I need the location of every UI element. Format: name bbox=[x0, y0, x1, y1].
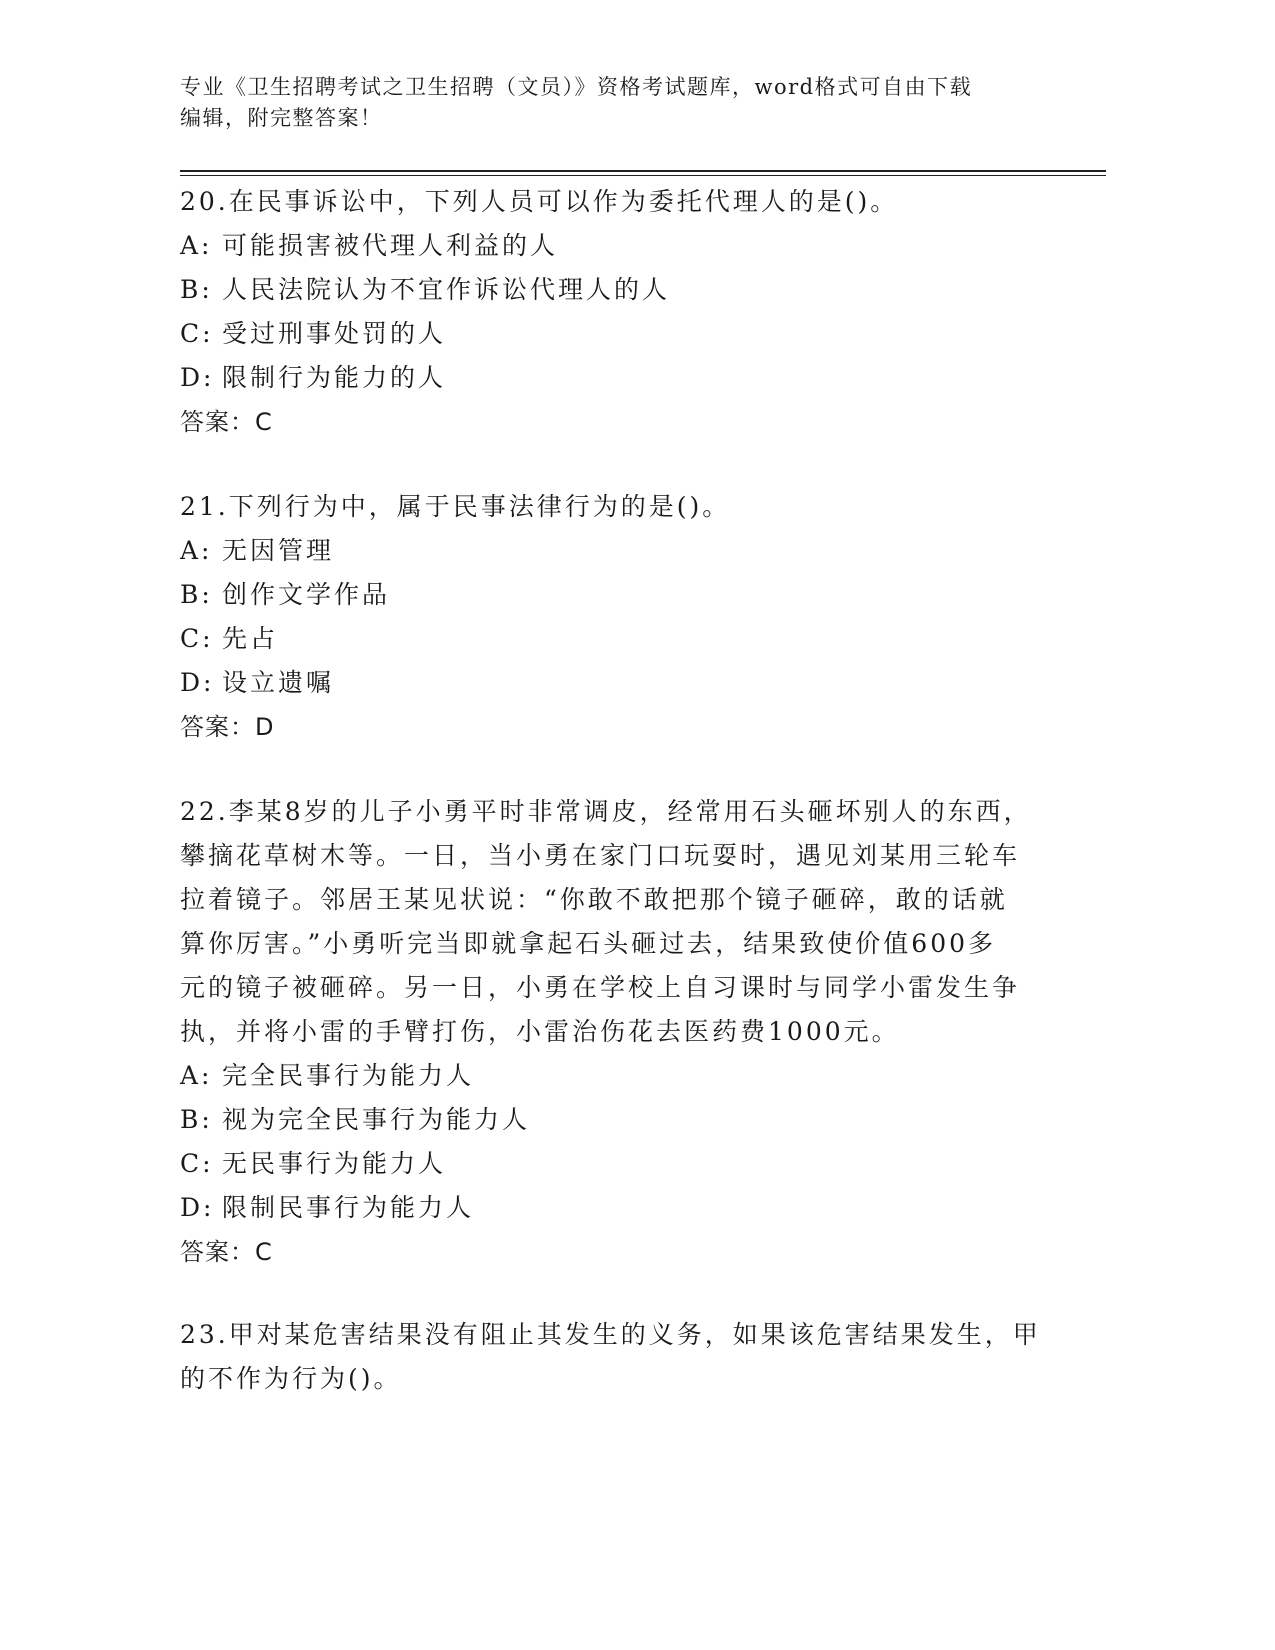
option-key: B: bbox=[180, 1105, 213, 1134]
answer-line: 答案：C bbox=[180, 1238, 273, 1266]
answer-line: 答案：D bbox=[180, 713, 275, 741]
question-21 bbox=[180, 485, 1040, 749]
option-text: 受过刑事处罚的人 bbox=[222, 319, 447, 348]
option-key: D: bbox=[180, 363, 215, 392]
question-22 bbox=[180, 790, 1040, 1274]
option-text: 完全民事行为能力人 bbox=[222, 1061, 475, 1090]
option-c bbox=[180, 1142, 1040, 1186]
option-text: 人民法院认为不宜作诉讼代理人的人 bbox=[222, 275, 671, 304]
option-key: A: bbox=[180, 231, 213, 260]
option-key: B: bbox=[180, 275, 213, 304]
option-b bbox=[180, 573, 1040, 617]
question-stem-line: 22.李某8岁的儿子小勇平时非常调皮，经常用石头砸坏别人的东西， bbox=[180, 797, 1032, 826]
option-key: A: bbox=[180, 536, 213, 565]
question-stem: 20.在民事诉讼中，下列人员可以作为委托代理人的是()。 bbox=[180, 187, 899, 216]
header-line-2: 编辑，附完整答案！ bbox=[180, 106, 383, 130]
option-key: D: bbox=[180, 1193, 215, 1222]
question-stem-line: 拉着镜子。邻居王某见状说：“你敢不敢把那个镜子砸碎，敢的话就 bbox=[180, 885, 1008, 914]
option-text: 先占 bbox=[222, 624, 279, 653]
question-stem-line: 的不作为行为()。 bbox=[180, 1364, 402, 1393]
option-d bbox=[180, 1186, 1040, 1230]
option-text: 限制民事行为能力人 bbox=[222, 1193, 475, 1222]
question-stem-line: 23.甲对某危害结果没有阻止其发生的义务，如果该危害结果发生，甲 bbox=[180, 1320, 1041, 1349]
option-key: A: bbox=[180, 1061, 213, 1090]
option-d bbox=[180, 661, 1040, 705]
option-key: C: bbox=[180, 1149, 214, 1178]
option-c bbox=[180, 312, 1040, 356]
option-text: 视为完全民事行为能力人 bbox=[222, 1105, 531, 1134]
question-stem: 21.下列行为中，属于民事法律行为的是()。 bbox=[180, 492, 731, 521]
option-a bbox=[180, 1054, 1040, 1098]
option-text: 无因管理 bbox=[222, 536, 335, 565]
question-20 bbox=[180, 180, 1040, 444]
option-text: 创作文学作品 bbox=[222, 580, 391, 609]
option-text: 设立遗嘱 bbox=[222, 668, 335, 697]
question-stem-line: 攀摘花草树木等。一日，当小勇在家门口玩耍时，遇见刘某用三轮车 bbox=[180, 841, 1021, 870]
question-stem-line: 算你厉害。”小勇听完当即就拿起石头砸过去，结果致使价值600多 bbox=[180, 929, 997, 958]
option-key: C: bbox=[180, 319, 214, 348]
question-stem-line: 元的镜子被砸碎。另一日，小勇在学校上自习课时与同学小雷发生争 bbox=[180, 973, 1021, 1002]
document-header bbox=[180, 72, 1040, 134]
option-a bbox=[180, 529, 1040, 573]
header-line-1: 专业《卫生招聘考试之卫生招聘（文员）》资格考试题库，word格式可自由下载 bbox=[180, 75, 973, 99]
question-stem-line: 执，并将小雷的手臂打伤，小雷治伤花去医药费1000元。 bbox=[180, 1017, 900, 1046]
option-a bbox=[180, 224, 1040, 268]
option-text: 无民事行为能力人 bbox=[222, 1149, 447, 1178]
option-c bbox=[180, 617, 1040, 661]
option-text: 可能损害被代理人利益的人 bbox=[222, 231, 559, 260]
option-key: B: bbox=[180, 580, 213, 609]
option-d bbox=[180, 356, 1040, 400]
answer-line: 答案：C bbox=[180, 408, 273, 436]
option-b bbox=[180, 1098, 1040, 1142]
option-b bbox=[180, 268, 1040, 312]
option-text: 限制行为能力的人 bbox=[222, 363, 447, 392]
option-key: D: bbox=[180, 668, 215, 697]
question-23 bbox=[180, 1313, 1040, 1401]
header-divider-thin bbox=[180, 175, 1106, 176]
header-divider-thick bbox=[180, 170, 1106, 172]
option-key: C: bbox=[180, 624, 214, 653]
